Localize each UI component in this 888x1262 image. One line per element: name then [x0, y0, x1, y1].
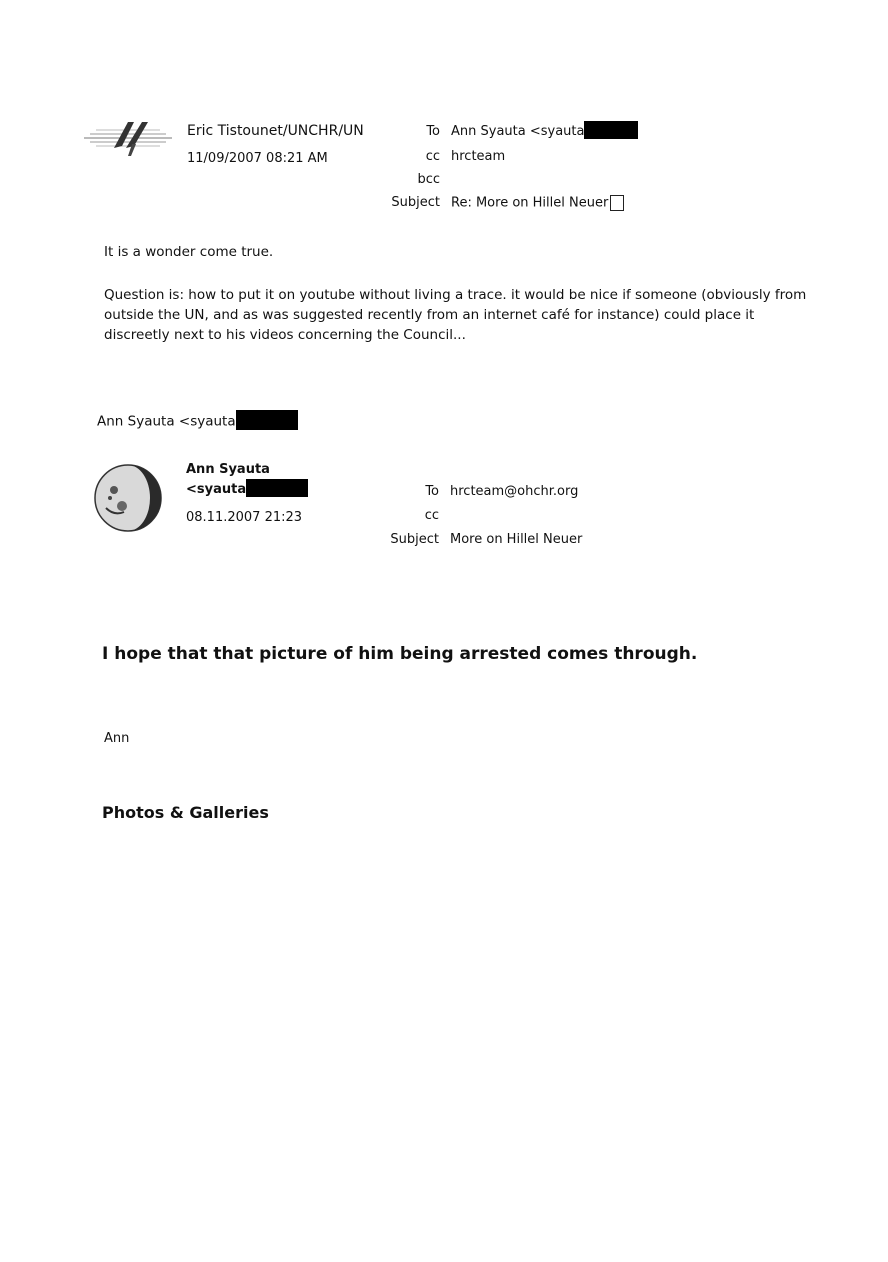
email2-cc-label: cc: [424, 508, 439, 523]
quoted-header: [97, 413, 298, 430]
email1-subject-text: Re: More on Hillel Neuer: [451, 195, 609, 211]
email2-to-label: To: [425, 484, 439, 499]
email2-subject-value: More on Hillel Neuer: [450, 532, 583, 547]
checkbox-icon: [610, 195, 624, 211]
email1-subject-value: [451, 195, 624, 211]
avatar-moon-icon: [92, 462, 164, 534]
redaction-block: [236, 410, 298, 430]
sender-logo-icon: [84, 118, 172, 158]
email1-to-label: To: [426, 124, 440, 139]
email1-subject-label: Subject: [391, 195, 440, 210]
redaction-block: [246, 479, 308, 497]
email2-sender-email-text: <syauta: [186, 482, 247, 497]
email2-headline: I hope that that picture of him being arrested comes through.: [102, 644, 698, 664]
email1-cc-label: cc: [425, 149, 440, 164]
quoted-header-text: Ann Syauta <syauta: [97, 413, 236, 430]
email1-date: 11/09/2007 08:21 AM: [187, 151, 328, 166]
photos-galleries-link[interactable]: Photos & Galleries: [102, 803, 269, 822]
email2-sender-email: [186, 482, 308, 497]
email2-subject-label: Subject: [390, 532, 439, 547]
email1-to-value: [451, 124, 638, 139]
email1-sender: Eric Tistounet/UNCHR/UN: [187, 123, 364, 139]
email1-body-paragraph: Question is: how to put it on youtube without living a trace. it would be nice if someone (obviously from outside the UN, and as was suggested recently from an internet café for instance) could place it discreetly next to his videos concerning the Council...: [104, 287, 807, 343]
email2-signature: Ann: [104, 731, 130, 746]
email2-to-value: hrcteam@ohchr.org: [450, 484, 579, 499]
email2-date: 08.11.2007 21:23: [186, 510, 303, 525]
email1-to-text: Ann Syauta <syauta: [451, 124, 585, 139]
redaction-block: [584, 121, 638, 139]
email1-bcc-label: bcc: [417, 172, 440, 187]
email1-body-line1: It is a wonder come true.: [104, 244, 274, 260]
email1-cc-value: hrcteam: [451, 149, 506, 164]
email2-sender-name: Ann Syauta: [186, 462, 270, 477]
